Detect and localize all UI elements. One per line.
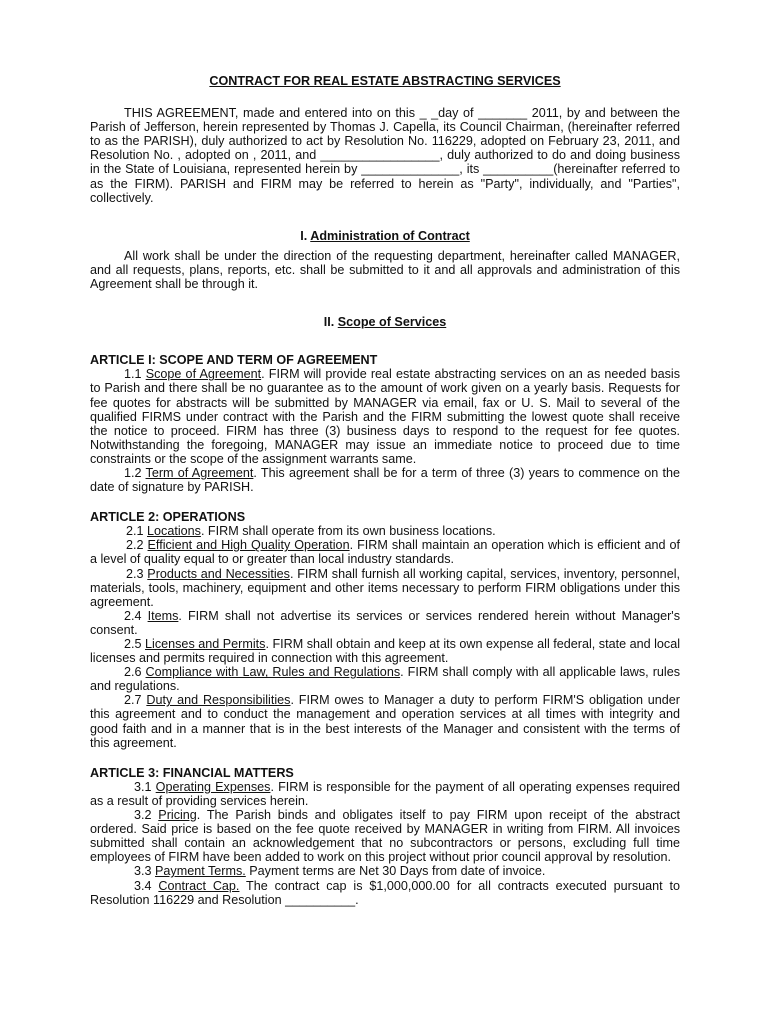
clause-2-3 <box>90 567 680 609</box>
section-2-number: II. <box>323 315 335 330</box>
clause-text: . FIRM will provide real estate abstracting services on an as needed basis to Parish and there shall be no guarantee as to the amount of work given on a yearly basis. Requests for fee quotes for abstracts will be submitted by MANAGER via email, fax or U. S. Mail to several of the qualified FIRMS under contract with the Parish and the FIRM submitting the lowest quote shall receive the notice to proceed. FIRM has three (3) business days to respond to the request for fee quotes. Notwithstanding the foregoing, MANAGER may issue an immediate notice to proceed due to time constraints or the scope of the assignment warrants same. <box>90 367 680 466</box>
clause-number: 2.1 <box>126 524 144 539</box>
clause-label: Term of Agreement <box>145 465 254 480</box>
document-title: CONTRACT FOR REAL ESTATE ABSTRACTING SERVICES <box>209 74 561 88</box>
article-3-heading: ARTICLE 3: FINANCIAL MATTERS <box>90 765 294 780</box>
clause-label: Compliance with Law, Rules and Regulations <box>145 665 401 680</box>
clause-text: . FIRM owes to Manager a duty to perform FIRM'S obligation under this agreement and to conduct the management and operation services at all times with integrity and good faith and in a manner that is in the best interests of the Manager and consistent with the terms of this agreement. <box>90 693 681 750</box>
section-2-heading <box>90 315 680 329</box>
clause-text: . FIRM is responsible for the payment of all operating expenses required as a result of providing services herein. <box>90 779 681 808</box>
clause-text: . FIRM shall operate from its own business locations. <box>200 524 496 539</box>
article-2-heading: ARTICLE 2: OPERATIONS <box>90 510 246 525</box>
clause-label: Payment Terms. <box>155 864 246 879</box>
clause-3-3 <box>90 864 680 878</box>
clause-text: The contract cap is $1,000,000.00 for all contracts executed pursuant to Resolution 116229 and Resolution __________. <box>90 878 681 907</box>
clause-number: 1.2 <box>124 465 142 480</box>
clause-number: 2.7 <box>124 693 142 708</box>
clause-text: . The Parish binds and obligates itself to pay FIRM upon receipt of the abstract ordered. Said price is based on the fee quote received by MANAGER in writing from FIRM. All invoices submitted shall contain an acknowledgement that no subcontractors or persons, excluding full time employees of FIRM have been added to work on this project without prior council approval by resolution. <box>90 808 680 865</box>
clause-2-5 <box>90 637 680 665</box>
clause-number: 2.2 <box>126 538 144 553</box>
clause-3-4 <box>90 879 680 907</box>
clause-label: Items <box>147 608 179 623</box>
clause-1-1 <box>90 367 680 466</box>
intro-paragraph: THIS AGREEMENT, made and entered into on this _ _day of _______ 2011, by and between the Parish of Jefferson, herein represented by Thomas J. Capella, its Council Chairman, (hereinafter referred to as the PARISH), duly authorized to act by Resolution No. 116229, adopted on February 23, 2011, and Resolution No. , adopted on , 2011, and _________________, duly authorized to do and doing business in the State of Louisiana, represented herein by ______________, its __________(hereinafter referred to as the FIRM). PARISH and FIRM may be referred to herein as "Party", individually, and "Parties", collectively. <box>90 106 680 205</box>
section-1-number: I. <box>300 228 308 243</box>
section-1-title: Administration of Contract <box>310 228 470 243</box>
clause-number: 3.2 <box>134 808 152 823</box>
clause-2-1 <box>90 524 680 538</box>
clause-text: . FIRM shall comply with all applicable laws, rules and regulations. <box>90 665 680 694</box>
clause-label: Duty and Responsibilities <box>146 693 291 708</box>
clause-2-4 <box>90 609 680 637</box>
clause-text: . FIRM shall furnish all working capital, services, inventory, personnel, materials, tools, machinery, equipment and other items necessary to perform FIRM obligations under this agreement. <box>90 566 680 609</box>
clause-number: 3.4 <box>134 878 152 893</box>
clause-text: . FIRM shall maintain an operation which is efficient and of a level of quality equal to or greater than local industry standards. <box>90 538 680 567</box>
document-body <box>90 74 680 907</box>
clause-label: Licenses and Permits <box>145 637 266 651</box>
article-1-heading: ARTICLE I: SCOPE AND TERM OF AGREEMENT <box>90 353 378 368</box>
clause-1-2 <box>90 466 680 494</box>
clause-number: 1.1 <box>124 367 142 382</box>
section-1-heading <box>90 229 680 243</box>
clause-number: 2.3 <box>126 566 144 581</box>
clause-label: Scope of Agreement <box>145 367 262 382</box>
clause-3-2 <box>90 808 680 864</box>
clause-number: 3.3 <box>134 864 152 879</box>
clause-label: Pricing <box>158 808 197 823</box>
clause-3-1 <box>90 780 680 808</box>
clause-number: 2.5 <box>124 637 142 651</box>
clause-label: Products and Necessities <box>147 566 290 581</box>
clause-label: Contract Cap. <box>158 878 240 893</box>
clause-text: . FIRM shall not advertise its services or services rendered herein without Manager's consent. <box>90 608 680 637</box>
section-1-body: All work shall be under the direction of the requesting department, hereinafter called MANAGER, and all requests, plans, reports, etc. shall be submitted to it and all approvals and administration of this Agreement shall be through it. <box>90 248 680 292</box>
clause-2-6 <box>90 665 680 693</box>
clause-number: 2.4 <box>124 608 142 623</box>
clause-label: Efficient and High Quality Operation <box>147 538 350 553</box>
clause-number: 3.1 <box>134 779 152 794</box>
clause-text: Payment terms are Net 30 Days from date of invoice. <box>245 864 546 879</box>
section-2-title: Scope of Services <box>337 315 447 330</box>
clause-text: . FIRM shall obtain and keep at its own expense all federal, state and local licenses and permits required in connection with this agreement. <box>90 637 681 666</box>
clause-label: Locations <box>147 524 201 539</box>
clause-number: 2.6 <box>124 665 142 680</box>
clause-2-7 <box>90 693 680 749</box>
clause-text: . This agreement shall be for a term of three (3) years to commence on the date of signature by PARISH. <box>90 465 680 495</box>
clause-2-2 <box>90 538 680 566</box>
clause-label: Operating Expenses <box>155 779 271 794</box>
